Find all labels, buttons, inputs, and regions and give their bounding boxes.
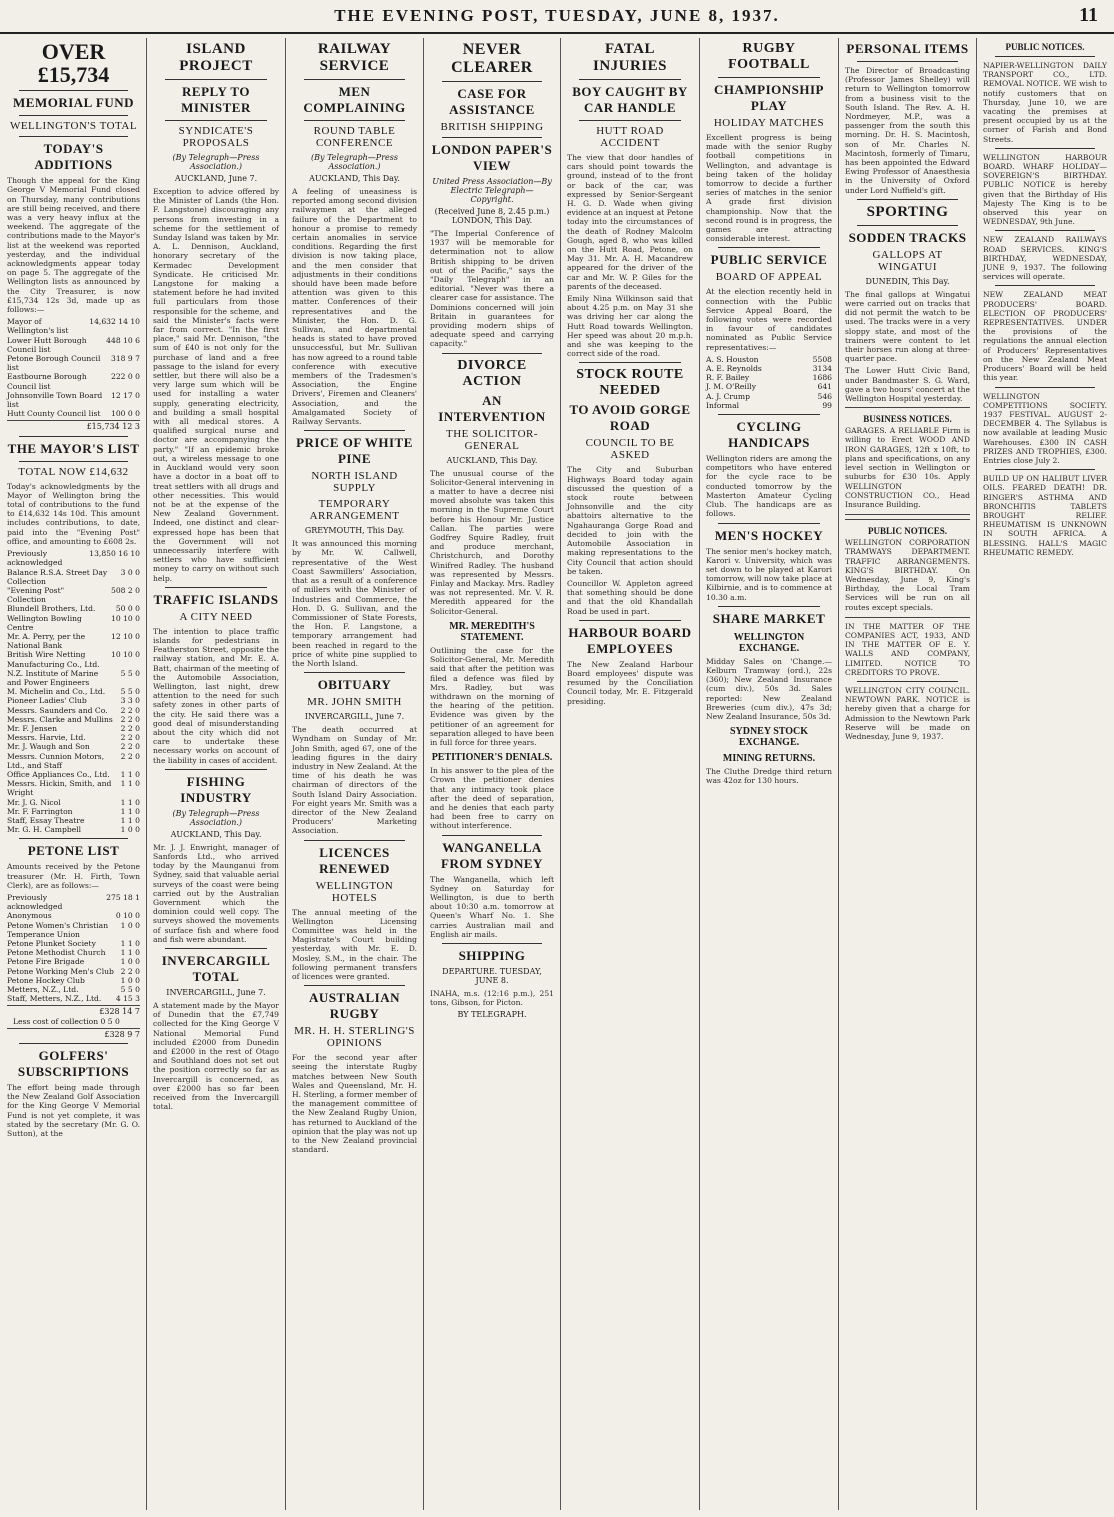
divider (857, 199, 958, 200)
divider (718, 77, 820, 78)
subhead-sodden-tracks: SODDEN TRACKS (848, 229, 967, 245)
divider (304, 840, 405, 841)
list-item: Messrs. Cunnion Motors, Ltd., and Staff 2 2 0 (7, 751, 140, 770)
list-item: Petone Fire Brigade 1 0 0 (7, 957, 140, 967)
article-body: The death occurred at Wyndham on Sunday of Mr. John Smith, aged 67, one of the leading figures in the dairy industry in New Zealand. At the time of his death he was chairman of directors of the South Island Dairy Association. For eight years Mr. Smith was a director of the New Zealand Producers' Marketing Association. (292, 725, 417, 836)
subhead-intervention: AN INTERVENTION (438, 392, 546, 424)
subhead-temporary: TEMPORARY ARRANGEMENT (309, 498, 400, 523)
subhead-syndicate: SYNDICATE'S PROPOSALS (178, 125, 254, 149)
petone-total: £328 14 7 (7, 1005, 140, 1016)
list-item: Petone Methodist Church 1 1 0 (7, 948, 140, 958)
column-rule (285, 38, 286, 1510)
subhead-memorial-fund: MEMORIAL FUND (13, 95, 134, 111)
list-item: Messrs. Clarke and Mullins 2 2 0 (7, 714, 140, 724)
subhead-holiday-matches: HOLIDAY MATCHES (713, 117, 825, 129)
byline: United Press Association—By Electric Telegraph—Copyright. (432, 177, 552, 204)
fund-lists (7, 317, 140, 431)
headline-obituary: OBITUARY (317, 677, 392, 693)
article-body: Emily Nina Wilkinson said that about 4.25 p.m. on May 31 she was driving her car along the Hutt Road towards Wellington. Her speed was about 20 m.p.h. and she was keeping to the correct side of the road. (567, 294, 693, 359)
headline-stock-route: STOCK ROUTE NEEDED (576, 367, 684, 399)
column-1 (2, 38, 145, 1510)
divider (579, 620, 681, 621)
column-rule (146, 38, 147, 1510)
article-body: The effort being made through the New Zealand Golf Association for the King George V Memorial Fund is not yet complete, it was stated by the secretary (Mr. G. O. Sutton), at the (7, 1083, 140, 1139)
divider (442, 943, 542, 944)
list-item: Mayor of Wellington's list 14,632 14 10 (7, 317, 140, 336)
divider (442, 835, 542, 836)
list-item: Mr. G. H. Campbell 1 0 0 (7, 825, 140, 835)
subhead-sterling: MR. H. H. STERLING'S OPINIONS (294, 1025, 415, 1050)
dateline: (Received June 8, 2.45 p.m.) LONDON, This Day. (434, 207, 550, 225)
divider (165, 948, 267, 949)
headline-fatal-injuries: FATAL INJURIES (592, 41, 668, 74)
divider (19, 461, 128, 462)
subhead-gallops: GALLOPS AT WINGATUI (872, 248, 943, 273)
headline-railway-service: RAILWAY SERVICE (317, 41, 392, 74)
divider (304, 985, 405, 986)
article-body: Midday Sales on 'Change.—Kelburn Tramway (ord.), 22s (360); New Zealand Insurance (cum div.), 50s 3d. Sales reported: New Zealand Breweries (cum div.), 47s 3d; New Zealand Insurance, 50s 3d. (706, 656, 832, 721)
divider (19, 136, 128, 137)
divider (718, 414, 820, 415)
list-item: J. M. O'Reilly 641 (706, 382, 832, 392)
article-body: The senior men's hockey match, Karori v. University, which was set down to be played at Karori tomorrow, will now take place at Kilbirnie, and is to commence at 10.30 a.m. (706, 546, 832, 602)
divider (857, 61, 958, 62)
dateline: AUCKLAND, This Day. (446, 455, 538, 465)
column-4 (425, 38, 559, 1510)
divider (718, 523, 820, 524)
divider (857, 225, 958, 226)
article-body: A feeling of uneasiness is reported among second division railwaymen at the alleged failure of the Department to honour a promise to remedy certain anomalies in service conditions. Regarding the first division is now taking place, and the men consider that adjustments in their conditions should have been made before attention was given to this matter. Conferences of their representatives and the Minister, the Hon. D. G. Sullivan, and departmental heads is stated to have proved unsuccessful, but Mr. Sullivan has now agreed to a round table conference with executive members of the Tradesmen's Association, the Engine Drivers', Firemen and Cleaners' Association, and the Amalgamated Society of Railway Servants. (292, 187, 417, 427)
divider (579, 362, 681, 363)
list-item: Staff, Essay Theatre 1 1 0 (7, 815, 140, 825)
petone-net: £328 9 7 (7, 1028, 140, 1039)
list-item: Balance R.S.A. Street Day Collection 3 0 0 (7, 567, 140, 586)
notice-text: WELLINGTON CORPORATION TRAMWAYS DEPARTMENT. TRAFFIC ARRANGEMENTS. KING'S BIRTHDAY. On Wednesday, June 9, King's Birthday, the Local Tram Services will be run on all routes except specials. (845, 538, 970, 612)
divider (19, 1043, 128, 1044)
divider (995, 285, 1095, 286)
divider (995, 230, 1095, 231)
column-2 (148, 38, 284, 1510)
list-item: M. Michelin and Co., Ltd. 5 5 0 (7, 687, 140, 697)
list-item: Wellington Bowling Centre 10 10 0 (7, 613, 140, 632)
divider (442, 137, 542, 138)
column-rule (976, 38, 977, 1510)
subhead-petone-list: PETONE LIST (27, 843, 120, 859)
list-item: Hutt County Council list 100 0 0 (7, 409, 140, 419)
subhead-london-paper: LONDON PAPER'S VIEW (431, 142, 553, 173)
headline-mens-hockey: MEN'S HOCKEY (714, 527, 824, 543)
divider (165, 769, 267, 770)
masthead (0, 0, 1114, 34)
article-body: The New Zealand Harbour Board employees' dispute was resumed by the Conciliation Council today, Mr. E. Fitzgerald presiding. (567, 659, 693, 706)
article-body: The unusual course of the Solicitor-General intervening in a matter to have a decree nisi moved absolute was taken this morning in the Supreme Court before his Honour Mr. Justice Callan. The parties were Godfrey Squire Radley, fruit and produce merchant, Christchurch, and Dorothy Winifred Radley. The husband was represented by Messrs. Finlay and Mackay. Mrs. Radley was not represented. Mr. V. R. Meredith appeared for the Solicitor-General. (430, 468, 554, 616)
article-body: For the second year after seeing the interstate Rugby matches between New South Wales and Queensland, Mr. H. H. Sterling, a former member of the management committee of the New Zealand Rugby Union, has returned to Auckland of the opinion that the play was not up to the New Zealand provincial standard. (292, 1053, 417, 1155)
dateline: DUNEDIN, This Day. (865, 276, 950, 286)
divider (718, 606, 820, 607)
article-body: "The Imperial Conference of 1937 will be memorable for determination not to allow British shipping to be driven out of the Pacific," says the "Daily Telegraph" in an editorial. "Never was there a clearer case for assistance. The Dominions concerned will join Britain in guarantees for providing modern ships of adequate speed and carrying capacity." (430, 229, 554, 349)
dateline: INVERCARGILL, June 7. (304, 712, 405, 722)
subhead-board-appeal: BOARD OF APPEAL (715, 271, 823, 284)
subhead-boy-caught: BOY CAUGHT BY CAR HANDLE (572, 84, 688, 115)
article-body: The intention to place traffic islands for pedestrians in Featherston Street, opposite the railway station, and Mr. E. A. Batt, chairman of the meeting of the Automobile Association, Wellington, last night, drew attention to the need for such safety zones in other parts of the city. He said there was a good deal of misunderstanding about the city which did not care to undertake these necessary works on account of the liability in cases of accident. (153, 626, 279, 765)
subhead-golfers: GOLFERS' SUBSCRIPTIONS (17, 1048, 130, 1080)
divider (304, 79, 405, 80)
article-body: The Cluthe Dredge third return was 42oz for 130 hours. (706, 767, 832, 786)
headline-memorial: OVER £15,734 (37, 39, 110, 88)
list-item: Office Appliances Co., Ltd. 1 1 0 (7, 769, 140, 779)
dateline: AUCKLAND, This Day. (170, 829, 262, 839)
subhead-mining-returns: MINING RETURNS. (722, 753, 816, 765)
subhead-gorge-road: TO AVOID GORGE ROAD (569, 402, 691, 434)
shipping-entry: INAHA, m.s. (12:16 p.m.), 251 tons, Gibson, for Picton. (430, 988, 554, 1008)
column-6 (701, 38, 837, 1510)
headline-shipping: SHIPPING (458, 947, 526, 963)
article-body: The annual meeting of the Wellington Licensing Committee was held in the Magistrate's Court building yesterday, with Mr. E. D. Mosley, S.M., in the chair. The following permanent transfers of licences were granted. (292, 907, 417, 981)
lists-total: £15,734 12 3 (7, 420, 140, 431)
divider (995, 387, 1095, 388)
divider (579, 120, 681, 121)
subhead-city-need: A CITY NEED (179, 610, 253, 623)
headline-island-project: ISLAND PROJECT (179, 41, 253, 74)
headline-rugby-football: RUGBY FOOTBALL (728, 41, 810, 72)
list-item: Previously acknowledged 13,850 16 10 (7, 549, 140, 568)
list-item: Petone Plunket Society 1 1 0 (7, 939, 140, 949)
article-body: The view that door handles of cars should point towards the ground, instead of to the front or back of the car, was expressed by Senior-Sergeant H. G. D. Wade when giving evidence at an inquest at Petone today into the circumstances of the death of Rodney Malcolm Gough, aged 8, who was killed on the Hutt Road, Petone, on May 31. Mr. A. H. Macandrew appeared for the driver of the car and Mr. W. P. Giles for the parents of the deceased. (567, 153, 693, 291)
list-item: Staff, Metters, N.Z., Ltd. 4 15 3 (7, 994, 140, 1004)
notice-text: NEW ZEALAND RAILWAYS ROAD SERVICES. KING'S BIRTHDAY, WEDNESDAY, JUNE 9, 1937. The following services will operate. (983, 235, 1107, 282)
headline-australian-rugby: AUSTRALIAN RUGBY (309, 990, 400, 1022)
subhead-meredith: MR. MEREDITH'S STATEMENT. (449, 620, 535, 643)
subhead-sydney-exchange: SYDNEY STOCK EXCHANGE. (729, 726, 809, 749)
list-item: N.Z. Institute of Marine and Power Engineers 5 5 0 (7, 668, 140, 687)
divider (19, 90, 128, 91)
subhead-reply-minister: REPLY TO MINISTER (181, 84, 251, 115)
column-rule (423, 38, 424, 1510)
article-body: The City and Suburban Highways Board today again discussed the question of a stock route between Johnsonville and the city abattoirs alternative to the Ngahauranga Gorge Road and decided to join with the Automobile Association in making representations to the City Council that action should be taken. (567, 465, 693, 576)
byline: (By Telegraph—Press Association.) (311, 153, 398, 171)
mayor-list (7, 549, 140, 834)
list-item: British Wire Netting Manufacturing Co., Ltd. 10 10 0 (7, 650, 140, 669)
list-item: Johnsonville Town Board list 12 17 0 (7, 390, 140, 410)
headline-traffic-islands: TRAFFIC ISLANDS (153, 591, 279, 607)
divider (19, 838, 128, 839)
dateline: GREYMOUTH, This Day. (304, 526, 405, 536)
divider (165, 120, 267, 121)
column-8 (978, 38, 1112, 1510)
subhead-round-table: ROUND TABLE CONFERENCE (313, 125, 396, 149)
subhead-mayors-list: THE MAYOR'S LIST (7, 440, 140, 456)
subhead-hotels: WELLINGTON HOTELS (315, 879, 394, 904)
page-number: 11 (1079, 4, 1098, 26)
divider (442, 81, 542, 82)
list-item: Petone Women's Christian Temperance Union 1 0 0 (7, 920, 140, 939)
list-item: Messrs. Harvie, Ltd. 2 2 0 (7, 733, 140, 743)
headline-cycling: CYCLING HANDICAPS (728, 419, 810, 451)
headline-divorce-action: DIVORCE ACTION (457, 357, 527, 389)
subhead-north-island: NORTH ISLAND SUPPLY (311, 470, 398, 495)
list-item: A. S. Houston 5508 (706, 354, 832, 364)
shipping-departure: DEPARTURE. TUESDAY, JUNE 8. (442, 966, 542, 985)
notice-text: WELLINGTON CITY COUNCIL. NEWTOWN PARK. NOTICE is hereby given that a charge for Admission to the Newtown Park Reserve will be made on Wednesday, June 9, 1937. (845, 685, 970, 741)
article-body: At the election recently held in connection with the Public Service Appeal Board, the following votes were recorded in favour of candidates nominated as Public Service representatives:— (706, 287, 832, 352)
subhead-wellington-total: WELLINGTON'S TOTAL (9, 120, 138, 133)
petone-list (7, 893, 140, 1039)
list-item: Messrs. Hickin, Smith, and Wright 1 1 0 (7, 779, 140, 798)
column-rule (560, 38, 561, 1510)
notice-text: NEW ZEALAND MEAT PRODUCERS' BOARD. ELECTION OF PRODUCERS' REPRESENTATIVES. UNDER the provisions of the regulations the annual election of Producers' Representatives on the New Zealand Meat Producers' Board will be held this year. (983, 290, 1107, 383)
list-item: Mr. A. Perry, per the National Bank 12 10 0 (7, 631, 140, 651)
divider (995, 148, 1095, 149)
headline-invercargill-total: INVERCARGILL TOTAL (161, 953, 271, 985)
divider (19, 436, 128, 437)
list-item: Blundell Brothers, Ltd. 50 0 0 (7, 604, 140, 614)
headline-never-clearer: NEVER CLEARER (451, 41, 533, 76)
list-item: Mr. F. Farrington 1 1 0 (7, 806, 140, 816)
article-body: In his answer to the plea of the Crown the petitioner denies that any intimacy took place after the deed of separation, and he denies that each party had been free to carry on without interference. (430, 766, 554, 831)
list-item: Lower Hutt Borough Council list 448 10 6 (7, 335, 140, 354)
article-body: The final gallops at Wingatui were carried out on tracks that did not permit the watch to be used. The tracks were in a very sloppy state, and most of the trainers were content to let their horses run along at three-quarter pace. (845, 289, 970, 364)
notice-text: WELLINGTON COMPETITIONS SOCIETY. 1937 FESTIVAL. AUGUST 2-DECEMBER 4. The Syllabus is now available at leading Music Warehouses. £300 IN CASH PRIZES AND TROPHIES, £300. Entries close July 2. (983, 391, 1107, 465)
subhead-case-assistance: CASE FOR ASSISTANCE (449, 86, 535, 117)
public-notices (845, 519, 970, 618)
headline-personal-items: PERSONAL ITEMS (846, 41, 969, 56)
petone-less: Less cost of collection 0 5 0 (13, 1016, 120, 1026)
divider (442, 353, 542, 354)
list-item: Anonymous 0 10 0 (7, 911, 140, 921)
article-body: Wellington riders are among the competitors who have entered for the cycle race to be conducted tomorrow by the Masterton Amateur Cycling Club. The handicaps are as follows. (706, 454, 832, 519)
list-item: Petone Working Men's Club 2 2 0 (7, 966, 140, 976)
headline-fishing-industry: FISHING INDUSTRY (180, 773, 252, 805)
article-body: Today's acknowledgments by the Mayor of Wellington bring the total of contributions to the fund to £14,632 14s 10d. This amount includes contributions, to date, paid into the "Evening Post" office, and amounting to £608 2s. (7, 481, 140, 546)
notice-heading: BUSINESS NOTICES. (863, 414, 952, 425)
divider (579, 79, 681, 80)
column-rule (838, 38, 839, 1510)
list-item: "Evening Post" Collection 508 2 0 (7, 585, 140, 605)
list-item: Petone Borough Council list 318 9 7 (7, 354, 140, 373)
notice-text: WELLINGTON HARBOUR BOARD. WHARF HOLIDAY—SOVEREIGN'S BIRTHDAY. PUBLIC NOTICE is hereby given that the Birthday of His Majesty The King is to be observed this year on WEDNESDAY, 9th June. (983, 152, 1107, 227)
notice-text: GARAGES. A RELIABLE Firm is willing to Erect WOOD AND IRON GARAGES, 12ft x 10ft, to plans and specifications, on any level section in Wellington or suburbs for £30 10s. Apply WELLINGTON CONSTRUCTION CO., Head Insurance Building. (845, 426, 970, 509)
list-item: Previously acknowledged 275 18 1 (7, 893, 140, 912)
list-item: Pioneer Ladies' Club 3 3 0 (7, 696, 140, 706)
headline-licences: LICENCES RENEWED (319, 844, 390, 876)
divider (165, 79, 267, 80)
subhead-petitioner: PETITIONER'S DENIALS. (431, 752, 553, 764)
list-item: Mr. J. G. Nicol 1 1 0 (7, 797, 140, 807)
subhead-total-now: TOTAL NOW £14,632 (18, 465, 129, 478)
article-body: The Lower Hutt Civic Band, under Bandmaster S. G. Ward, gave a two hours' concert at the Wellington Hospital yesterday. (845, 366, 970, 404)
column-3 (287, 38, 422, 1510)
list-item: Petone Hockey Club 1 0 0 (7, 975, 140, 985)
notice-text: IN THE MATTER OF THE COMPANIES ACT, 1933, AND IN THE MATTER OF E. Y. WALLS AND COMPANY, LIMITED. NOTICE TO CREDITORS TO PROVE. (845, 621, 970, 677)
subhead-men-complaining: MEN COMPLAINING (303, 84, 406, 115)
subhead-council-asked: COUNCIL TO BE ASKED (585, 437, 675, 462)
divider (995, 56, 1095, 57)
list-item: Eastbourne Borough Council list 222 0 0 (7, 372, 140, 391)
list-item: R. F. Bailey 1686 (706, 373, 832, 383)
shipping-telegraph: BY TELEGRAPH. (457, 1010, 527, 1020)
article-body: It was announced this morning by Mr. W. Callwell, representative of the West Coast Sawmillers' Association, that as a result of a conference of millers with the Minister of Industries and Commerce, the Hon. D. G. Sullivan, and the Commissioner of State Forests, the Hon. F. Langstone, a temporary arrangement had been reached in regard to the price of white pine supplied to the North Island. (292, 539, 417, 668)
divider (19, 115, 128, 116)
notice-heading: PUBLIC NOTICES. (1005, 42, 1085, 52)
dateline: AUCKLAND, This Day. (309, 174, 400, 183)
dateline: AUCKLAND, June 7. (174, 174, 258, 183)
business-notices (845, 407, 970, 515)
subhead-todays-additions: TODAY'S ADDITIONS (34, 141, 113, 173)
vote-list (706, 355, 832, 410)
column-rule (699, 38, 700, 1510)
list-item: Mr. J. Waugh and Son 2 2 0 (7, 742, 140, 752)
article-body: A statement made by the Mayor of Dunedin that the £7,749 collected for the King George V National Memorial Fund included £2000 from Dunedin and £2000 in the rest of Otago and Southland does not set out the position correctly so far as Invercargill is concerned, as over £2000 has so far been received from the Invercargill total. (153, 1001, 279, 1112)
list-item: Metters, N.Z., Ltd. 5 5 0 (7, 985, 140, 995)
headline-public-service: PUBLIC SERVICE (710, 252, 828, 268)
article-body: Though the appeal for the King George V Memorial Fund closed on Thursday, many contributions are still being received, and there was a very heavy influx at the weekend. The aggregate of the contributions made to the Mayor's list at the weekend was reported yesterday, and the individual acknowledgments appear today on page 5. The aggregate of the Wellington lists as announced by the City Treasurer, is now £15,734 12s 3d, made up as follows:— (7, 176, 140, 315)
byline: (By Telegraph—Press Association.) (172, 808, 260, 827)
article-body: Excellent progress is being made with the senior Rugby football competitions in Wellington, and advantage is being taken of the holiday tomorrow to decide a further series of matches in the senior A grade first division championship. Now that the second round is in progress, the games are attracting considerable interest. (706, 133, 832, 244)
headline-white-pine: PRICE OF WHITE PINE (296, 435, 413, 467)
divider (165, 587, 267, 588)
headline-share-market: SHARE MARKET (712, 610, 826, 626)
article-body: Exception to advice offered by the Minister of Lands (the Hon. F. Langstone) discouraging any persons from investing in a scheme for the settlement of Sunday Island was taken by Mr. A. L. Dennison, Auckland, honorary secretary of the Kermadec Development Syndicate. He criticised Mr. Langstone for making a statement before he had invited full particulars from those responsible for the scheme, and said the Minister's facts were far from correct. "In the first place," said Mr. Dennison, "the sum of £40 is not only for the purchase of land and a free passage to the island for every settler, but there will also be a very large sum which will be used for installing a water supply, generating electricity, and building a small hospital with all medical stores. A qualified surgical nurse and doctor are accompanying the party." "If an epidemic broke out, a wireless message to one in Auckland would very soon have a doctor in a boat off to treat settlers with all drugs and other necessities. This would not be at the expense of the New Zealand Government. Indeed, one distinct and clear-expressed hope has been that the Government will not unnecessarily interfere with settlers who have sufficient money to carry on without such help. (153, 187, 279, 583)
article-body: Outlining the case for the Solicitor-General, Mr. Meredith said that after the petition was filed a defence was filed by Mrs. Radley, but was withdrawn on the morning of the hearing of the petition. Evidence was given by the petitioner of an agreement for separation alleged to have been in full force for three years. (430, 645, 554, 747)
divider (304, 120, 405, 121)
subhead-john-smith: MR. JOHN SMITH (307, 696, 402, 709)
byline: (By Telegraph—Press Association.) (172, 153, 260, 171)
article-body: Councillor W. Appleton agreed that something should be done and that the old Khandallah Road be used in part. (567, 578, 693, 616)
article-body: Mr. J. J. Enwright, manager of Sanfords Ltd., who arrived today by the Maunganui from Sydney, said that valuable aerial surveys of the coast were being carried out by the Australian Government which the dominion could well copy. The surveys showed the movements of surface fish and where food and fish were abundant. (153, 842, 279, 944)
headline-wanganella: WANGANELLA FROM SYDNEY (441, 839, 543, 871)
headline-sporting: SPORTING (866, 203, 949, 220)
subhead-british-shipping: BRITISH SHIPPING (440, 121, 544, 133)
article-body: The Wanganella, which left Sydney on Saturday for Wellington, is due to berth about 10:30 a.m. tomorrow at Queen's Wharf No. 1. She carries Australian mail and English air mails. (430, 874, 554, 939)
subhead-championship: CHAMPIONSHIP PLAY (714, 82, 824, 113)
notice-text: BUILD UP ON HALIBUT LIVER OILS. FEARED DEATH! DR. RINGER'S ASTHMA AND BRONCHITIS TABLETS BROUGHT RELIEF. RHEUMATISM IS UNKNOWN IN SOUTH AFRICA. A BLESSING. HALL'S MAGIC RHEUMATIC REMEDY. (983, 474, 1107, 557)
subhead-solicitor-general: THE SOLICITOR-GENERAL (445, 427, 539, 452)
divider (857, 681, 958, 682)
notice-heading: PUBLIC NOTICES. (867, 526, 948, 537)
divider (995, 469, 1095, 470)
divider (718, 247, 820, 248)
list-item: Mr. F. Jensen 2 2 0 (7, 723, 140, 733)
divider (304, 430, 405, 431)
list-item: A. J. Crump 546 (706, 391, 832, 401)
masthead-title: THE EVENING POST, TUESDAY, JUNE 8, 1937. (334, 6, 780, 25)
headline-harbour-board: HARBOUR BOARD EMPLOYEES (568, 624, 692, 656)
column-7 (840, 38, 975, 1510)
dateline: INVERCARGILL, June 7. (166, 988, 266, 998)
list-item: A. E. Reynolds 3134 (706, 364, 832, 374)
subhead-hutt-road: HUTT ROAD ACCIDENT (596, 125, 664, 149)
notice-text: NAPIER-WELLINGTON DAILY TRANSPORT CO., LTD. REMOVAL NOTICE. WE wish to notify customers that on Thursday, June 10, we are vacating the premises at present occupied by us at the corner of Farish and Bond Streets. (983, 61, 1107, 144)
article-body: The Director of Broadcasting (Professor James Shelley) will return to Wellington tomorrow from a business visit to the South Island. The Rev. A. H. Nordmeyer, M.P., was a passenger from the south this morning. Dr. H. S. Macintosh, son of Mr. Charles N. Macintosh, formerly of Timaru, has been appointed the Edward Ewing Professor of Anaesthesia in the University of Oxford under Lord Nuffield's gift. (845, 66, 970, 195)
list-item: Informal 99 (706, 400, 832, 410)
list-item: Messrs. Saunders and Co. 2 2 0 (7, 705, 140, 715)
divider (304, 672, 405, 673)
column-5 (562, 38, 698, 1510)
subhead-wellington-exchange: WELLINGTON EXCHANGE. (733, 631, 805, 654)
article-body: Amounts received by the Petone treasurer (Mr. H. Firth, Town Clerk), are as follows:— (7, 862, 140, 890)
